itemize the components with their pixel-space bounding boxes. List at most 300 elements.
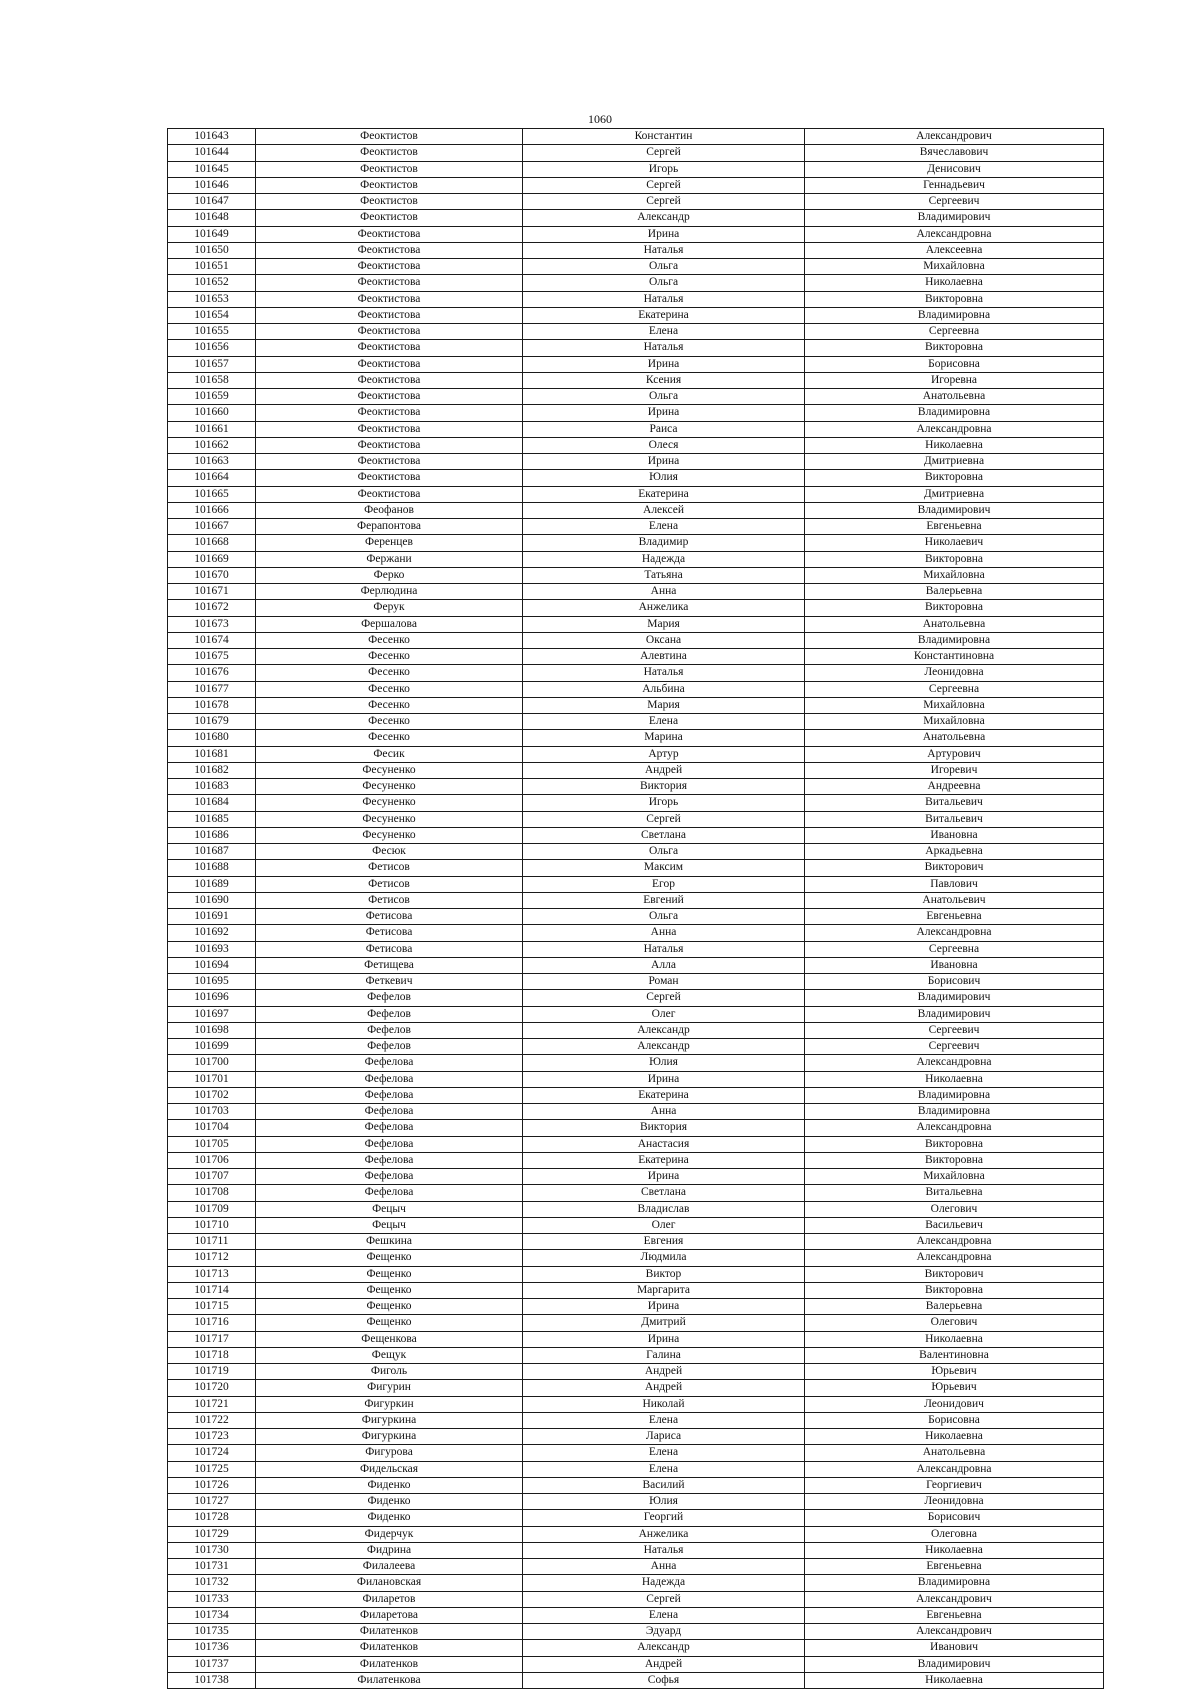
first-name-cell: Наталья: [523, 291, 805, 307]
patronymic-cell: Борисович: [805, 974, 1104, 990]
record-number-cell: 101709: [168, 1201, 256, 1217]
patronymic-cell: Викторович: [805, 1266, 1104, 1282]
patronymic-cell: Николаевна: [805, 437, 1104, 453]
table-row: [168, 649, 1104, 665]
patronymic-cell: Алексеевна: [805, 242, 1104, 258]
table-row: [168, 519, 1104, 535]
record-number-cell: 101679: [168, 714, 256, 730]
patronymic-cell: Леонидовна: [805, 665, 1104, 681]
first-name-cell: Марина: [523, 730, 805, 746]
last-name-cell: Фецыч: [256, 1201, 523, 1217]
patronymic-cell: Николаевна: [805, 1672, 1104, 1688]
last-name-cell: Фиденко: [256, 1477, 523, 1493]
first-name-cell: Надежда: [523, 1575, 805, 1591]
patronymic-cell: Анатольевна: [805, 1445, 1104, 1461]
patronymic-cell: Сергеевна: [805, 681, 1104, 697]
patronymic-cell: Юрьевич: [805, 1380, 1104, 1396]
first-name-cell: Александр: [523, 1022, 805, 1038]
first-name-cell: Ирина: [523, 226, 805, 242]
record-number-cell: 101694: [168, 957, 256, 973]
record-number-cell: 101666: [168, 502, 256, 518]
table-row: [168, 1217, 1104, 1233]
last-name-cell: Фесуненко: [256, 779, 523, 795]
last-name-cell: Фигуркина: [256, 1429, 523, 1445]
record-number-cell: 101655: [168, 324, 256, 340]
patronymic-cell: Сергеевна: [805, 324, 1104, 340]
table-row: [168, 275, 1104, 291]
record-number-cell: 101670: [168, 567, 256, 583]
patronymic-cell: Борисович: [805, 1510, 1104, 1526]
table-row: [168, 990, 1104, 1006]
patronymic-cell: Викторовна: [805, 551, 1104, 567]
patronymic-cell: Евгеньевна: [805, 519, 1104, 535]
first-name-cell: Сергей: [523, 177, 805, 193]
record-number-cell: 101732: [168, 1575, 256, 1591]
last-name-cell: Фефелов: [256, 1006, 523, 1022]
last-name-cell: Фидерчук: [256, 1526, 523, 1542]
table-row: [168, 876, 1104, 892]
record-number-cell: 101662: [168, 437, 256, 453]
last-name-cell: Фигуркина: [256, 1412, 523, 1428]
patronymic-cell: Леонидовна: [805, 1494, 1104, 1510]
patronymic-cell: Владимирович: [805, 1006, 1104, 1022]
first-name-cell: Артур: [523, 746, 805, 762]
table-row: [168, 1055, 1104, 1071]
first-name-cell: Ольга: [523, 389, 805, 405]
first-name-cell: Виктория: [523, 1120, 805, 1136]
table-row: [168, 486, 1104, 502]
first-name-cell: Софья: [523, 1672, 805, 1688]
last-name-cell: Феоктистова: [256, 470, 523, 486]
patronymic-cell: Евгеньевна: [805, 1559, 1104, 1575]
table-row: [168, 1396, 1104, 1412]
first-name-cell: Максим: [523, 860, 805, 876]
record-number-cell: 101716: [168, 1315, 256, 1331]
last-name-cell: Фетищева: [256, 957, 523, 973]
patronymic-cell: Васильевич: [805, 1217, 1104, 1233]
record-number-cell: 101646: [168, 177, 256, 193]
patronymic-cell: Николаевна: [805, 1331, 1104, 1347]
record-number-cell: 101658: [168, 372, 256, 388]
first-name-cell: Ирина: [523, 1071, 805, 1087]
last-name-cell: Филатенков: [256, 1624, 523, 1640]
last-name-cell: Филаретова: [256, 1607, 523, 1623]
first-name-cell: Ольга: [523, 275, 805, 291]
last-name-cell: Фершалова: [256, 616, 523, 632]
first-name-cell: Светлана: [523, 827, 805, 843]
record-number-cell: 101726: [168, 1477, 256, 1493]
record-number-cell: 101718: [168, 1347, 256, 1363]
table-row: [168, 941, 1104, 957]
table-row: [168, 665, 1104, 681]
record-number-cell: 101659: [168, 389, 256, 405]
first-name-cell: Владимир: [523, 535, 805, 551]
last-name-cell: Фефелов: [256, 1022, 523, 1038]
first-name-cell: Ирина: [523, 1299, 805, 1315]
record-number-cell: 101695: [168, 974, 256, 990]
last-name-cell: Феоктистова: [256, 307, 523, 323]
last-name-cell: Филаретов: [256, 1591, 523, 1607]
record-number-cell: 101668: [168, 535, 256, 551]
table-row: [168, 356, 1104, 372]
patronymic-cell: Владимировна: [805, 405, 1104, 421]
table-row: [168, 1071, 1104, 1087]
first-name-cell: Игорь: [523, 161, 805, 177]
table-row: [168, 1494, 1104, 1510]
record-number-cell: 101690: [168, 892, 256, 908]
record-number-cell: 101689: [168, 876, 256, 892]
first-name-cell: Ирина: [523, 454, 805, 470]
first-name-cell: Анжелика: [523, 1526, 805, 1542]
table-row: [168, 372, 1104, 388]
first-name-cell: Маргарита: [523, 1282, 805, 1298]
table-row: [168, 194, 1104, 210]
table-row: [168, 1250, 1104, 1266]
first-name-cell: Сергей: [523, 194, 805, 210]
record-number-cell: 101714: [168, 1282, 256, 1298]
first-name-cell: Елена: [523, 1607, 805, 1623]
table-row: [168, 210, 1104, 226]
last-name-cell: Феофанов: [256, 502, 523, 518]
record-number-cell: 101671: [168, 584, 256, 600]
record-number-cell: 101680: [168, 730, 256, 746]
last-name-cell: Фефелова: [256, 1185, 523, 1201]
last-name-cell: Фетисов: [256, 860, 523, 876]
first-name-cell: Сергей: [523, 145, 805, 161]
record-number-cell: 101711: [168, 1234, 256, 1250]
first-name-cell: Екатерина: [523, 1087, 805, 1103]
table-row: [168, 1201, 1104, 1217]
last-name-cell: Фиденко: [256, 1494, 523, 1510]
table-row: [168, 1039, 1104, 1055]
record-number-cell: 101699: [168, 1039, 256, 1055]
table-row: [168, 1299, 1104, 1315]
first-name-cell: Елена: [523, 519, 805, 535]
table-row: [168, 974, 1104, 990]
record-number-cell: 101652: [168, 275, 256, 291]
first-name-cell: Роман: [523, 974, 805, 990]
table-row: [168, 1022, 1104, 1038]
first-name-cell: Андрей: [523, 1364, 805, 1380]
first-name-cell: Наталья: [523, 242, 805, 258]
patronymic-cell: Иванович: [805, 1640, 1104, 1656]
last-name-cell: Феоктистова: [256, 340, 523, 356]
patronymic-cell: Борисовна: [805, 356, 1104, 372]
record-number-cell: 101643: [168, 129, 256, 145]
table-row: [168, 161, 1104, 177]
record-number-cell: 101713: [168, 1266, 256, 1282]
last-name-cell: Феоктистова: [256, 291, 523, 307]
last-name-cell: Филатенков: [256, 1656, 523, 1672]
last-name-cell: Фигурова: [256, 1445, 523, 1461]
last-name-cell: Филалеева: [256, 1559, 523, 1575]
record-number-cell: 101676: [168, 665, 256, 681]
last-name-cell: Феоктистова: [256, 259, 523, 275]
last-name-cell: Фесуненко: [256, 827, 523, 843]
patronymic-cell: Владимировна: [805, 1575, 1104, 1591]
patronymic-cell: Вячеславович: [805, 145, 1104, 161]
record-number-cell: 101722: [168, 1412, 256, 1428]
patronymic-cell: Александровна: [805, 1120, 1104, 1136]
record-number-cell: 101665: [168, 486, 256, 502]
record-number-cell: 101682: [168, 762, 256, 778]
first-name-cell: Анна: [523, 584, 805, 600]
record-number-cell: 101685: [168, 811, 256, 827]
record-number-cell: 101696: [168, 990, 256, 1006]
table-row: [168, 1461, 1104, 1477]
last-name-cell: Феоктистов: [256, 177, 523, 193]
table-row: [168, 1656, 1104, 1672]
first-name-cell: Ольга: [523, 844, 805, 860]
table-row: [168, 1282, 1104, 1298]
last-name-cell: Фещенко: [256, 1315, 523, 1331]
table-row: [168, 324, 1104, 340]
first-name-cell: Надежда: [523, 551, 805, 567]
page-number: 1060: [588, 112, 612, 126]
record-number-cell: 101705: [168, 1136, 256, 1152]
patronymic-cell: Евгеньевна: [805, 909, 1104, 925]
table-row: [168, 502, 1104, 518]
first-name-cell: Анна: [523, 1104, 805, 1120]
patronymic-cell: Витальевич: [805, 795, 1104, 811]
first-name-cell: Алевтина: [523, 649, 805, 665]
table-row: [168, 1120, 1104, 1136]
record-number-cell: 101688: [168, 860, 256, 876]
patronymic-cell: Геннадьевич: [805, 177, 1104, 193]
first-name-cell: Ксения: [523, 372, 805, 388]
record-number-cell: 101678: [168, 697, 256, 713]
patronymic-cell: Александрович: [805, 1591, 1104, 1607]
table-row: [168, 1266, 1104, 1282]
last-name-cell: Фесуненко: [256, 811, 523, 827]
patronymic-cell: Николаевич: [805, 535, 1104, 551]
patronymic-cell: Борисовна: [805, 1412, 1104, 1428]
patronymic-cell: Викторовна: [805, 340, 1104, 356]
record-number-cell: 101719: [168, 1364, 256, 1380]
last-name-cell: Феткевич: [256, 974, 523, 990]
last-name-cell: Феоктистова: [256, 324, 523, 340]
table-row: [168, 1412, 1104, 1428]
record-number-cell: 101734: [168, 1607, 256, 1623]
patronymic-cell: Владимировна: [805, 632, 1104, 648]
patronymic-cell: Владимировна: [805, 1087, 1104, 1103]
first-name-cell: Наталья: [523, 340, 805, 356]
record-number-cell: 101693: [168, 941, 256, 957]
table-row: [168, 1087, 1104, 1103]
record-number-cell: 101703: [168, 1104, 256, 1120]
last-name-cell: Фесенко: [256, 665, 523, 681]
first-name-cell: Ольга: [523, 259, 805, 275]
table-row: [168, 746, 1104, 762]
table-row: [168, 551, 1104, 567]
first-name-cell: Галина: [523, 1347, 805, 1363]
patronymic-cell: Дмитриевна: [805, 486, 1104, 502]
last-name-cell: Фещенко: [256, 1266, 523, 1282]
table-row: [168, 957, 1104, 973]
record-number-cell: 101737: [168, 1656, 256, 1672]
last-name-cell: Филановская: [256, 1575, 523, 1591]
first-name-cell: Анна: [523, 1559, 805, 1575]
first-name-cell: Наталья: [523, 665, 805, 681]
last-name-cell: Фецыч: [256, 1217, 523, 1233]
table-row: [168, 714, 1104, 730]
record-number-cell: 101691: [168, 909, 256, 925]
patronymic-cell: Викторовна: [805, 291, 1104, 307]
record-number-cell: 101729: [168, 1526, 256, 1542]
last-name-cell: Фетисова: [256, 909, 523, 925]
first-name-cell: Алла: [523, 957, 805, 973]
last-name-cell: Фещенко: [256, 1250, 523, 1266]
table-row: [168, 226, 1104, 242]
record-number-cell: 101677: [168, 681, 256, 697]
last-name-cell: Филатенкова: [256, 1672, 523, 1688]
last-name-cell: Фефелова: [256, 1152, 523, 1168]
patronymic-cell: Владимирович: [805, 502, 1104, 518]
patronymic-cell: Юрьевич: [805, 1364, 1104, 1380]
patronymic-cell: Павлович: [805, 876, 1104, 892]
first-name-cell: Владислав: [523, 1201, 805, 1217]
record-number-cell: 101710: [168, 1217, 256, 1233]
first-name-cell: Андрей: [523, 762, 805, 778]
last-name-cell: Фешкина: [256, 1234, 523, 1250]
last-name-cell: Фетисов: [256, 876, 523, 892]
record-number-cell: 101644: [168, 145, 256, 161]
record-number-cell: 101684: [168, 795, 256, 811]
patronymic-cell: Владимирович: [805, 990, 1104, 1006]
table-row: [168, 584, 1104, 600]
last-name-cell: Феоктистова: [256, 437, 523, 453]
table-row: [168, 1234, 1104, 1250]
last-name-cell: Ферко: [256, 567, 523, 583]
first-name-cell: Олег: [523, 1217, 805, 1233]
patronymic-cell: Валерьевна: [805, 584, 1104, 600]
table-row: [168, 145, 1104, 161]
record-number-cell: 101657: [168, 356, 256, 372]
first-name-cell: Евгения: [523, 1234, 805, 1250]
record-number-cell: 101721: [168, 1396, 256, 1412]
table-row: [168, 177, 1104, 193]
table-row: [168, 1640, 1104, 1656]
patronymic-cell: Денисович: [805, 161, 1104, 177]
table-row: [168, 567, 1104, 583]
last-name-cell: Феоктистов: [256, 145, 523, 161]
patronymic-cell: Витальевна: [805, 1185, 1104, 1201]
last-name-cell: Фетисова: [256, 925, 523, 941]
first-name-cell: Егор: [523, 876, 805, 892]
patronymic-cell: Сергеевич: [805, 194, 1104, 210]
record-number-cell: 101735: [168, 1624, 256, 1640]
first-name-cell: Наталья: [523, 941, 805, 957]
first-name-cell: Лариса: [523, 1429, 805, 1445]
table-row: [168, 291, 1104, 307]
table-row: [168, 1347, 1104, 1363]
table-row: [168, 437, 1104, 453]
table-row: [168, 600, 1104, 616]
first-name-cell: Василий: [523, 1477, 805, 1493]
table-row: [168, 1364, 1104, 1380]
last-name-cell: Феоктистова: [256, 405, 523, 421]
last-name-cell: Фиденко: [256, 1510, 523, 1526]
table-row: [168, 259, 1104, 275]
record-number-cell: 101720: [168, 1380, 256, 1396]
table-row: [168, 1624, 1104, 1640]
table-row: [168, 389, 1104, 405]
patronymic-cell: Александровна: [805, 421, 1104, 437]
patronymic-cell: Сергеевич: [805, 1039, 1104, 1055]
last-name-cell: Феоктистова: [256, 372, 523, 388]
table-row: [168, 1006, 1104, 1022]
first-name-cell: Ирина: [523, 356, 805, 372]
patronymic-cell: Владимировна: [805, 307, 1104, 323]
first-name-cell: Николай: [523, 1396, 805, 1412]
table-row: [168, 340, 1104, 356]
first-name-cell: Елена: [523, 714, 805, 730]
table-row: [168, 681, 1104, 697]
first-name-cell: Олег: [523, 1006, 805, 1022]
first-name-cell: Константин: [523, 129, 805, 145]
table-row: [168, 925, 1104, 941]
patronymic-cell: Игоревич: [805, 762, 1104, 778]
patronymic-cell: Сергеевна: [805, 941, 1104, 957]
last-name-cell: Феоктистова: [256, 226, 523, 242]
table-row: [168, 1526, 1104, 1542]
last-name-cell: Феоктистова: [256, 242, 523, 258]
last-name-cell: Ференцев: [256, 535, 523, 551]
table-row: [168, 1185, 1104, 1201]
table-row: [168, 730, 1104, 746]
table-row: [168, 1331, 1104, 1347]
patronymic-cell: Александровна: [805, 1055, 1104, 1071]
first-name-cell: Евгений: [523, 892, 805, 908]
patronymic-cell: Викторовна: [805, 470, 1104, 486]
patronymic-cell: Георгиевич: [805, 1477, 1104, 1493]
patronymic-cell: Анатольевна: [805, 389, 1104, 405]
first-name-cell: Ирина: [523, 405, 805, 421]
record-number-cell: 101723: [168, 1429, 256, 1445]
record-number-cell: 101697: [168, 1006, 256, 1022]
patronymic-cell: Викторович: [805, 860, 1104, 876]
table-row: [168, 795, 1104, 811]
patronymic-cell: Александрович: [805, 129, 1104, 145]
last-name-cell: Фещенко: [256, 1282, 523, 1298]
record-number-cell: 101706: [168, 1152, 256, 1168]
record-number-cell: 101669: [168, 551, 256, 567]
first-name-cell: Александр: [523, 210, 805, 226]
first-name-cell: Елена: [523, 324, 805, 340]
patronymic-cell: Николаевна: [805, 275, 1104, 291]
last-name-cell: Фетисов: [256, 892, 523, 908]
registry-table-body: [168, 129, 1104, 1689]
record-number-cell: 101731: [168, 1559, 256, 1575]
patronymic-cell: Викторовна: [805, 600, 1104, 616]
first-name-cell: Андрей: [523, 1656, 805, 1672]
patronymic-cell: Сергеевич: [805, 1022, 1104, 1038]
table-row: [168, 909, 1104, 925]
record-number-cell: 101712: [168, 1250, 256, 1266]
table-row: [168, 860, 1104, 876]
table-row: [168, 844, 1104, 860]
first-name-cell: Мария: [523, 697, 805, 713]
table-row: [168, 1429, 1104, 1445]
record-number-cell: 101672: [168, 600, 256, 616]
record-number-cell: 101663: [168, 454, 256, 470]
first-name-cell: Анна: [523, 925, 805, 941]
last-name-cell: Феоктистова: [256, 389, 523, 405]
record-number-cell: 101667: [168, 519, 256, 535]
first-name-cell: Георгий: [523, 1510, 805, 1526]
last-name-cell: Фетисова: [256, 941, 523, 957]
first-name-cell: Дмитрий: [523, 1315, 805, 1331]
